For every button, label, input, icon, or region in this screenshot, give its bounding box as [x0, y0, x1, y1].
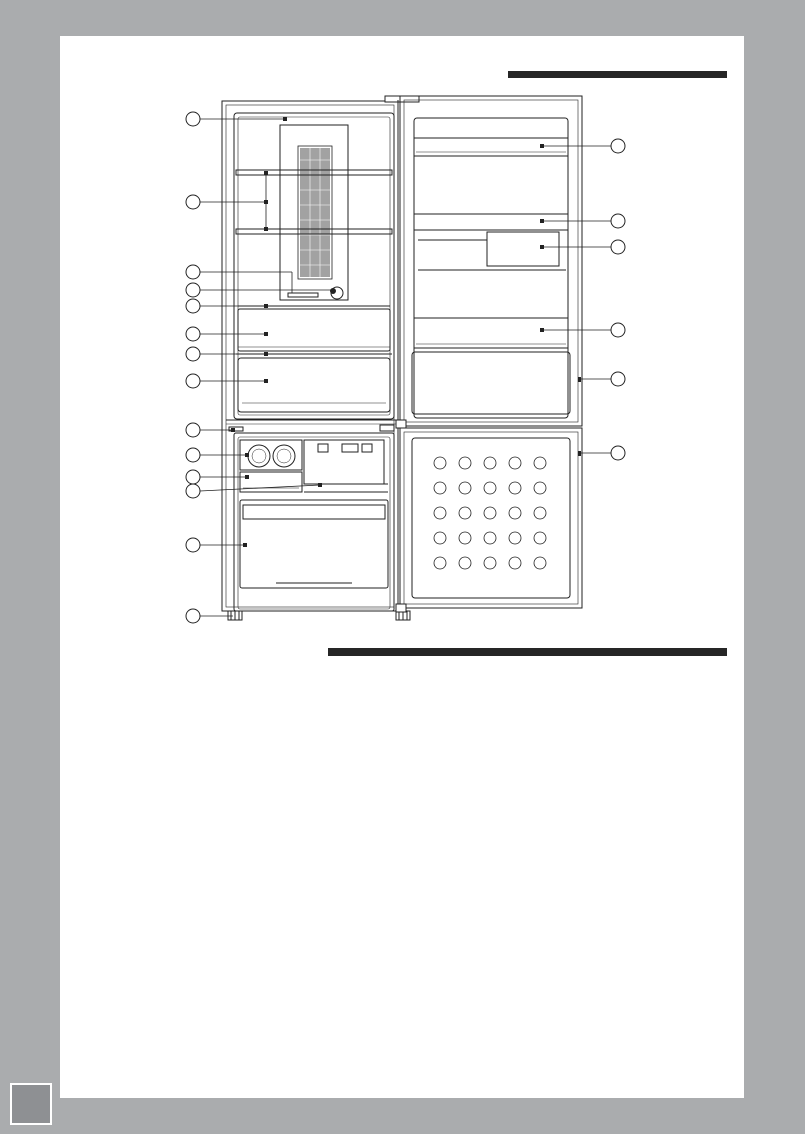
callout-anchor-points [231, 117, 581, 547]
ice-tray [240, 440, 302, 470]
bottle-shelf [414, 318, 568, 348]
callout-marker [186, 195, 200, 209]
callout-marker [611, 372, 625, 386]
freezer-drawer [240, 500, 388, 588]
section-bar-top [508, 71, 727, 78]
light-switch [288, 293, 318, 297]
callout-marker [186, 327, 200, 341]
callout-marker [611, 214, 625, 228]
door-shelf [414, 214, 568, 230]
callout-marker [611, 139, 625, 153]
fridge-door [398, 96, 582, 426]
callout-marker [186, 423, 200, 437]
callout-marker [186, 265, 200, 279]
divider-bar [226, 420, 398, 431]
callout-marker [611, 446, 625, 460]
egg-holder [418, 232, 566, 270]
callout-marker [611, 240, 625, 254]
callout-marker [186, 299, 200, 313]
ice-box [240, 472, 302, 492]
callout-marker [186, 283, 200, 297]
callout-marker [186, 470, 200, 484]
thermostat-knob [331, 287, 344, 299]
callout-marker [186, 448, 200, 462]
section-bar-bottom [328, 648, 727, 656]
freezer-door [396, 428, 582, 612]
freezer-compartment [234, 433, 394, 611]
callout-marker [611, 323, 625, 337]
callout-marker [186, 374, 200, 388]
freezer-door-dimples [434, 457, 546, 569]
door-gasket [412, 352, 570, 414]
adjustable-foot [228, 611, 242, 620]
callout-marker [186, 347, 200, 361]
chiller-drawer [238, 309, 390, 351]
callout-marker [186, 538, 200, 552]
callout-marker [186, 484, 200, 498]
door-hinge-pin [396, 285, 414, 428]
twist-ice-maker [304, 440, 388, 492]
callout-marker [186, 609, 200, 623]
callout-leaders-right [542, 146, 611, 453]
door-shelf [414, 138, 568, 156]
vegetable-crisper [238, 358, 390, 412]
air-duct-panel [280, 125, 348, 300]
callout-marker [186, 112, 200, 126]
